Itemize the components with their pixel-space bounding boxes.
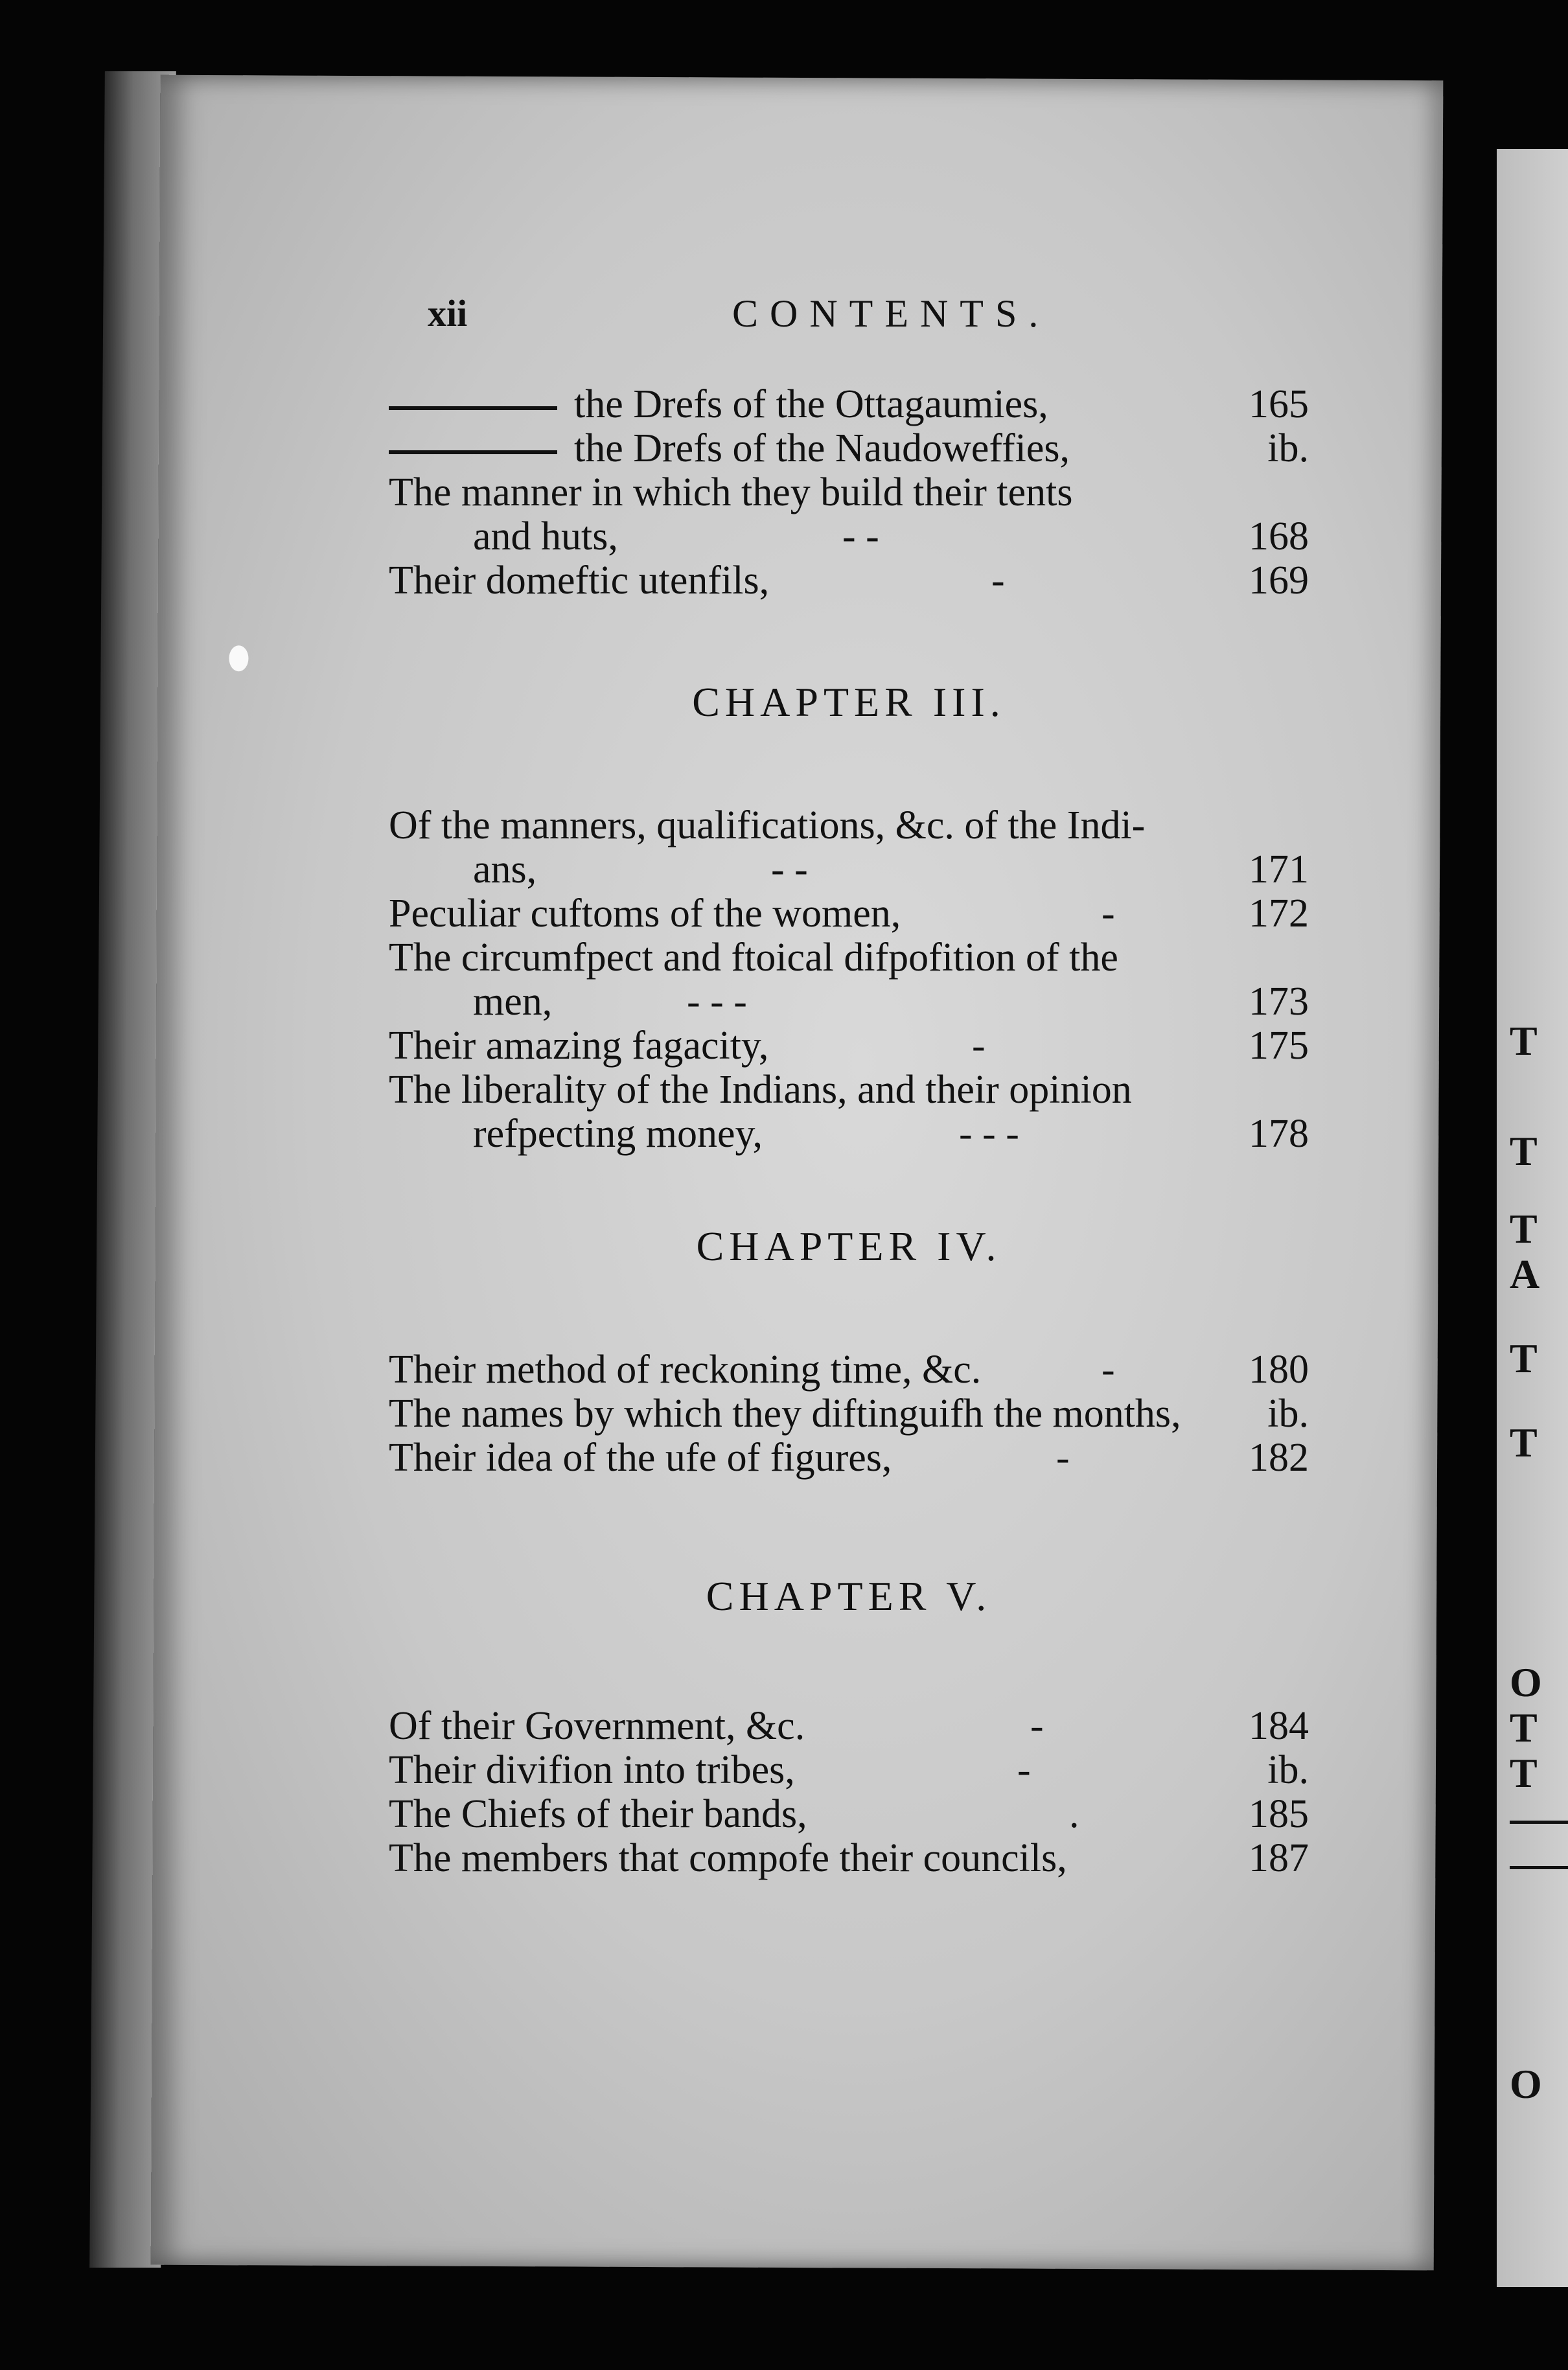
entry-page: 165 xyxy=(1249,382,1309,426)
entry-page: 185 xyxy=(1249,1792,1309,1836)
entry-page: 182 xyxy=(1249,1436,1309,1480)
contents-entry xyxy=(389,514,1309,558)
entry-page: 178 xyxy=(1249,1112,1309,1156)
entry-text: Of the manners, qualifications, &c. of the Indi- xyxy=(389,803,1146,847)
entry-page: 172 xyxy=(1249,892,1309,936)
contents-entry xyxy=(389,803,1309,847)
contents-entry xyxy=(389,1348,1309,1392)
entry-leader: - - - xyxy=(959,1112,1019,1156)
facing-page-letter: T xyxy=(1510,1335,1538,1381)
contents-entry xyxy=(389,1024,1309,1068)
contents-entry xyxy=(389,847,1309,892)
contents-entry xyxy=(389,1792,1309,1836)
chapter-heading: CHAPTER V. xyxy=(706,1573,992,1619)
page-blemish xyxy=(229,645,248,671)
entry-text: Their amazing fagacity, xyxy=(389,1024,769,1068)
entry-text: the Drefs of the Naudoweffies, xyxy=(389,426,1070,470)
entry-leader: - xyxy=(1101,892,1115,936)
facing-page-letter: A xyxy=(1510,1251,1540,1297)
entry-page: 169 xyxy=(1249,558,1309,603)
entry-page: ib. xyxy=(1267,426,1309,470)
contents-entry xyxy=(389,1836,1309,1880)
entry-leader: - - xyxy=(842,514,879,558)
entry-text: and huts, xyxy=(473,514,618,558)
contents-entry xyxy=(389,892,1309,936)
entry-leader: - xyxy=(1101,1348,1115,1392)
page-title: CONTENTS. xyxy=(732,292,1050,335)
contents-entry xyxy=(389,1436,1309,1480)
entry-page: 173 xyxy=(1249,980,1309,1024)
entry-text: The circumfpect and ftoical difpofition of the xyxy=(389,936,1118,980)
entry-text: men, xyxy=(473,980,553,1024)
facing-page-letter: T xyxy=(1510,1750,1538,1796)
contents-entry xyxy=(389,382,1309,426)
facing-page-letter: T xyxy=(1510,1128,1538,1174)
entry-leader: - xyxy=(991,558,1005,603)
entry-text: Of their Government, &c. xyxy=(389,1704,805,1748)
entry-leader: - - - xyxy=(687,980,747,1024)
contents-entry xyxy=(389,1392,1309,1436)
facing-page-rule xyxy=(1510,1866,1568,1869)
ditto-rule xyxy=(389,406,557,410)
facing-page-letter: O xyxy=(1510,2061,1542,2107)
entry-text: ans, xyxy=(473,847,537,892)
facing-page-rule xyxy=(1510,1821,1568,1824)
facing-page-letter: T xyxy=(1510,1206,1538,1252)
entry-page: 180 xyxy=(1249,1348,1309,1392)
facing-page-letter: O xyxy=(1510,1659,1542,1705)
entry-text: The members that compofe their councils, xyxy=(389,1836,1067,1880)
entry-leader: - xyxy=(1030,1704,1044,1748)
entry-leader: . xyxy=(1069,1792,1079,1836)
contents-entry xyxy=(389,1112,1309,1156)
contents-entry xyxy=(389,470,1309,514)
entry-text: Their divifion into tribes, xyxy=(389,1748,795,1792)
contents-entry xyxy=(389,1704,1309,1748)
facing-page-letter: T xyxy=(1510,1420,1538,1466)
entry-text: refpecting money, xyxy=(473,1112,763,1156)
entry-page: 171 xyxy=(1249,847,1309,892)
contents-entry xyxy=(389,558,1309,603)
ditto-rule xyxy=(389,450,557,454)
entry-page: 187 xyxy=(1249,1836,1309,1880)
contents-entry xyxy=(389,936,1309,980)
entry-page: 168 xyxy=(1249,514,1309,558)
facing-page-letter: T xyxy=(1510,1705,1538,1751)
entry-text: Their idea of the ufe of figures, xyxy=(389,1436,892,1480)
chapter-heading: CHAPTER III. xyxy=(692,679,1006,725)
entry-leader: - xyxy=(1017,1748,1031,1792)
contents-entry xyxy=(389,426,1309,470)
entry-page: 175 xyxy=(1249,1024,1309,1068)
entry-text: The liberality of the Indians, and their opinion xyxy=(389,1068,1132,1112)
entry-leader: - xyxy=(1056,1436,1070,1480)
entry-page: ib. xyxy=(1267,1748,1309,1792)
facing-page xyxy=(1497,149,1568,2287)
contents-entry xyxy=(389,1068,1309,1112)
entry-leader: - - xyxy=(771,847,808,892)
entry-text: The Chiefs of their bands, xyxy=(389,1792,807,1836)
contents-entry xyxy=(389,1748,1309,1792)
entry-text: The manner in which they build their tents xyxy=(389,470,1073,514)
entry-text: Peculiar cuftoms of the women, xyxy=(389,892,901,936)
page-number: xii xyxy=(428,292,468,334)
entry-text: Their method of reckoning time, &c. xyxy=(389,1348,982,1392)
facing-page-letter: T xyxy=(1510,1018,1538,1064)
entry-text: the Drefs of the Ottagaumies, xyxy=(389,382,1048,426)
contents-entry xyxy=(389,980,1309,1024)
entry-page: 184 xyxy=(1249,1704,1309,1748)
entry-page: ib. xyxy=(1267,1392,1309,1436)
chapter-heading: CHAPTER IV. xyxy=(696,1223,1002,1269)
entry-text: Their domeftic utenfils, xyxy=(389,558,770,603)
entry-text: The names by which they diftinguifh the months, xyxy=(389,1392,1181,1436)
entry-leader: - xyxy=(972,1024,986,1068)
